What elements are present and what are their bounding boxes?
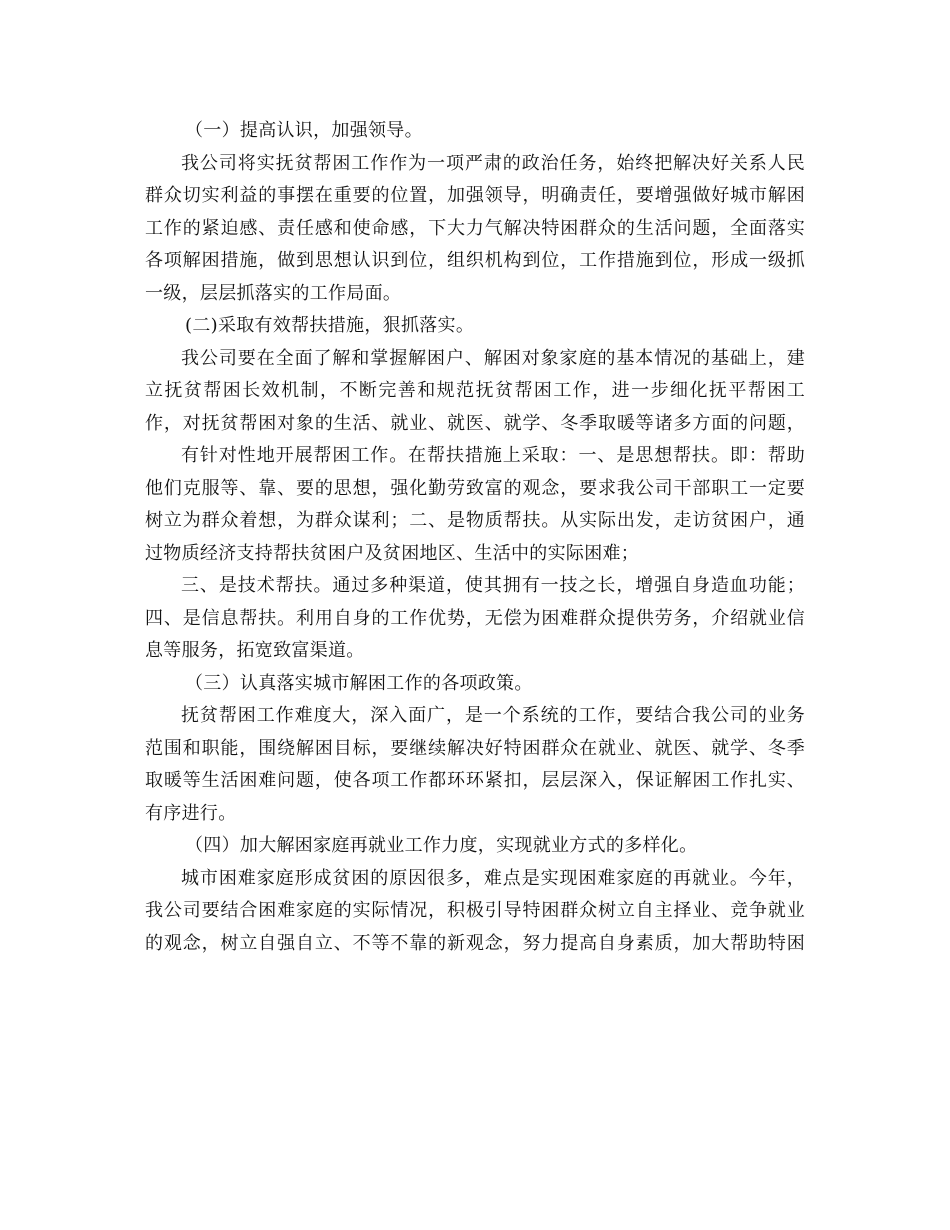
paragraph-line bbox=[145, 603, 805, 636]
line-text: （三）认真落实城市解困工作的各项政策。 bbox=[185, 672, 533, 694]
line-text: 四、是信息帮扶。利用自身的工作优势，无偿为困难群众提供劳务，介绍就业信 bbox=[145, 607, 805, 629]
line-text: 抚贫帮困工作难度大，深入面广，是一个系统的工作，要结合我公司的业务 bbox=[181, 705, 805, 726]
paragraph-line bbox=[145, 213, 805, 246]
line-text: 他们克服等、靠、要的思想，强化勤劳致富的观念，要求我公司干部职工一定要 bbox=[145, 477, 805, 499]
paragraph-line bbox=[145, 505, 805, 538]
line-text: 过物质经济支持帮扶贫困户及贫困地区、生活中的实际困难； bbox=[145, 542, 640, 564]
line-text: 立抚贫帮困长效机制，不断完善和规范抚贫帮困工作，进一步细化抚平帮困工 bbox=[145, 380, 805, 401]
line-text: 各项解困措施，做到思想认识到位，组织机构到位，工作措施到位，形成一级抓 bbox=[145, 250, 805, 271]
paragraph-line bbox=[145, 928, 805, 961]
section-heading bbox=[145, 830, 805, 863]
paragraph-line bbox=[145, 863, 805, 896]
paragraph-line bbox=[145, 148, 805, 181]
line-text: 一级，层层抓落实的工作局面。 bbox=[145, 282, 402, 304]
line-text: 作，对抚贫帮困对象的生活、就业、就医、就学、冬季取暖等诸多方面的问题， bbox=[145, 412, 805, 434]
paragraph-line bbox=[145, 733, 805, 766]
paragraph-line bbox=[145, 895, 805, 928]
section-heading bbox=[145, 310, 805, 343]
paragraph-line bbox=[145, 700, 805, 733]
document-body bbox=[145, 115, 805, 960]
line-text: 树立为群众着想，为群众谋利；二、是物质帮扶。从实际出发，走访贫困户，通 bbox=[145, 510, 805, 531]
line-text: 工作的紧迫感、责任感和使命感，下大力气解决特困群众的生活问题，全面落实 bbox=[145, 217, 805, 239]
paragraph-line bbox=[145, 798, 805, 831]
line-text: 有序进行。 bbox=[145, 802, 237, 824]
paragraph-line bbox=[145, 635, 805, 668]
line-text: 群众切实利益的事摆在重要的位置，加强领导，明确责任，要增强做好城市解困 bbox=[145, 185, 805, 206]
line-text: 城市困难家庭形成贫困的原因很多，难点是实现困难家庭的再就业。今年， bbox=[181, 867, 805, 889]
line-text: 我公司将实抚贫帮困工作作为一项严肃的政治任务，始终把解决好关系人民 bbox=[181, 152, 805, 174]
paragraph-line bbox=[145, 538, 805, 571]
section-heading bbox=[145, 115, 805, 148]
line-text: 范围和职能，围绕解困目标，要继续解决好特困群众在就业、就医、就学、冬季 bbox=[145, 737, 805, 759]
paragraph-line bbox=[145, 245, 805, 278]
line-text: 息等服务，拓宽致富渠道。 bbox=[145, 640, 365, 661]
paragraph-line bbox=[145, 473, 805, 506]
line-text: （四）加大解困家庭再就业工作力度，实现就业方式的多样化。 bbox=[185, 835, 698, 856]
paragraph-line bbox=[145, 408, 805, 441]
line-text: 有针对性地开展帮困工作。在帮扶措施上采取：一、是思想帮扶。即：帮助 bbox=[181, 445, 805, 466]
line-text: 我公司要在全面了解和掌握解困户、解困对象家庭的基本情况的基础上，建 bbox=[181, 347, 805, 369]
paragraph-line bbox=[145, 570, 805, 603]
paragraph-line bbox=[145, 180, 805, 213]
paragraph-line bbox=[145, 440, 805, 473]
paragraph-line bbox=[145, 278, 805, 311]
line-text: 我公司要结合困难家庭的实际情况，积极引导特困群众树立自主择业、竞争就业 bbox=[145, 900, 805, 921]
line-text: （一）提高认识，加强领导。 bbox=[185, 120, 423, 141]
line-text: 三、是技术帮扶。通过多种渠道，使其拥有一技之长，增强自身造血功能； bbox=[181, 575, 805, 596]
line-text: 的观念，树立自强自立、不等不靠的新观念，努力提高自身素质，加大帮助特困 bbox=[145, 932, 805, 954]
paragraph-line bbox=[145, 375, 805, 408]
section-heading bbox=[145, 668, 805, 701]
paragraph-line bbox=[145, 343, 805, 376]
paragraph-line bbox=[145, 765, 805, 798]
line-text: (二)采取有效帮扶措施，狠抓落实。 bbox=[185, 315, 475, 336]
line-text: 取暖等生活困难问题，使各项工作都环环紧扣，层层深入，保证解困工作扎实、 bbox=[145, 770, 805, 791]
